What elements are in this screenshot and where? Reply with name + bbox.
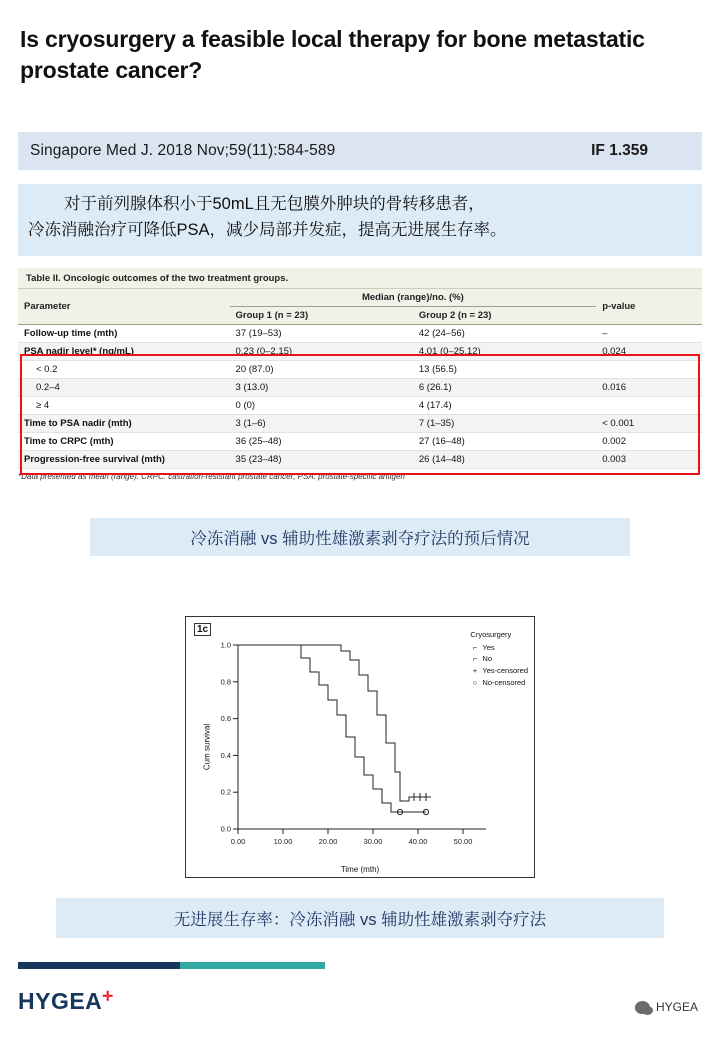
journal-citation: Singapore Med J. 2018 Nov;59(11):584-589 (30, 142, 336, 159)
svg-text:0.0: 0.0 (220, 824, 231, 834)
caption-text-1: 冷冻消融 vs 辅助性雄激素剥夺疗法的预后情况 (190, 530, 530, 548)
cell-group2: 13 (56.5) (413, 361, 596, 379)
cell-group1: 37 (19–53) (230, 325, 413, 343)
svg-text:30.00: 30.00 (363, 837, 383, 846)
brand-logo-text: HYGEA (18, 988, 103, 1014)
cell-pvalue (596, 361, 702, 379)
table-header-group2: Group 2 (n = 23) (413, 307, 596, 325)
footer-rule-dark (18, 962, 180, 969)
cell-parameter: Time to CRPC (mth) (18, 433, 230, 451)
cell-parameter: Follow-up time (mth) (18, 325, 230, 343)
chart-x-axis-label: Time (mth) (340, 865, 380, 874)
legend-item-no-censored (470, 677, 528, 689)
wechat-icon (635, 1001, 650, 1014)
cell-parameter: Time to PSA nadir (mth) (18, 415, 230, 433)
legend-label-no: No (482, 654, 492, 664)
cell-group2: 6 (26.1) (413, 379, 596, 397)
cell-group1: 36 (25–48) (230, 433, 413, 451)
caption-band-pfs (56, 898, 664, 938)
cell-parameter: 0.2–4 (18, 379, 230, 397)
brand-logo (18, 988, 114, 1015)
chart-y-axis-label: Cum survival (202, 723, 212, 771)
cell-parameter: ≥ 4 (18, 397, 230, 415)
svg-text:0.00: 0.00 (230, 837, 246, 846)
oncologic-outcomes-table-block (18, 268, 702, 481)
table-header-parameter: Parameter (18, 289, 230, 325)
wechat-label: HYGEA (655, 1000, 698, 1014)
cell-group1: 35 (23–48) (230, 451, 413, 469)
footer-rule-teal (180, 962, 325, 969)
cell-group1: 0 (0) (230, 397, 413, 415)
citation-bar (18, 132, 702, 170)
cell-pvalue (596, 397, 702, 415)
svg-text:50.00: 50.00 (453, 837, 473, 846)
legend-item-yes (470, 642, 528, 654)
legend-marker-circle: ○ (472, 677, 478, 687)
cell-pvalue: 0.003 (596, 451, 702, 469)
legend-item-no (470, 653, 528, 665)
svg-text:0.4: 0.4 (220, 750, 231, 760)
summary-line-2: 冷冻消融治疗可降低PSA，减少局部并发症，提高无进展生存率。 (28, 220, 507, 239)
svg-text:10.00: 10.00 (273, 837, 293, 846)
cell-group2: 26 (14–48) (413, 451, 596, 469)
cell-group1: 3 (1–6) (230, 415, 413, 433)
svg-text:40.00: 40.00 (408, 837, 428, 846)
cell-pvalue: – (596, 325, 702, 343)
summary-box (18, 184, 702, 256)
page-title: Is cryosurgery a feasible local therapy for bone metastatic prostate cancer? (20, 26, 645, 84)
cell-parameter: Progression-free survival (mth) (18, 451, 230, 469)
legend-marker-plus: + (472, 665, 478, 675)
cell-group2: 7 (1–35) (413, 415, 596, 433)
table-row (18, 433, 702, 451)
star-icon: ✛ (102, 988, 114, 1004)
cell-group2: 42 (24–56) (413, 325, 596, 343)
cell-parameter: PSA nadir level* (ng/mL) (18, 343, 230, 361)
table-row (18, 361, 702, 379)
cell-group1: 20 (87.0) (230, 361, 413, 379)
cell-group1: 0.23 (0–2.15) (230, 343, 413, 361)
legend-marker-line: ⌐ (472, 642, 478, 652)
svg-text:1.0: 1.0 (220, 640, 231, 650)
table-header-group1: Group 1 (n = 23) (230, 307, 413, 325)
cell-pvalue: 0.016 (596, 379, 702, 397)
chart-panel-tag: 1c (194, 623, 211, 636)
cell-group2: 4.01 (0–25.12) (413, 343, 596, 361)
legend-marker-line: ⌐ (472, 654, 478, 664)
impact-factor: IF 1.359 (591, 142, 648, 159)
svg-text:0.2: 0.2 (220, 787, 231, 797)
cell-group2: 27 (16–48) (413, 433, 596, 451)
cell-pvalue: < 0.001 (596, 415, 702, 433)
legend-title: Cryosurgery (470, 630, 512, 639)
summary-line-1: 对于前列腺体积小于50mL且无包膜外肿块的骨转移患者， (64, 195, 485, 213)
svg-text:0.8: 0.8 (220, 677, 231, 687)
table-row (18, 451, 702, 469)
caption-text-2: 无进展生存率：冷冻消融 vs 辅助性雄激素剥夺疗法 (173, 911, 547, 929)
table-body (18, 325, 702, 469)
oncologic-outcomes-table (18, 289, 702, 469)
table-header-pvalue: p-value (596, 289, 702, 325)
cell-pvalue: 0.002 (596, 433, 702, 451)
table-caption: Table II. Oncologic outcomes of the two treatment groups. (18, 268, 702, 289)
cell-group2: 4 (17.4) (413, 397, 596, 415)
legend-label-yes-censored: Yes-censored (482, 665, 528, 675)
caption-band-prognosis (90, 518, 630, 556)
table-row (18, 415, 702, 433)
km-survival-chart (185, 616, 535, 878)
legend-label-yes: Yes (482, 642, 495, 652)
cell-parameter: < 0.2 (18, 361, 230, 379)
svg-text:0.6: 0.6 (220, 714, 231, 724)
table-footnote: *Data presented as mean (range). CRPC: castration-resistant prostate cancer; PSA: prostate-specific antigen (18, 472, 405, 481)
table-row (18, 343, 702, 361)
cell-pvalue: 0.024 (596, 343, 702, 361)
wechat-account (635, 1000, 698, 1014)
legend-item-yes-censored (470, 665, 528, 677)
table-row (18, 325, 702, 343)
cell-group1: 3 (13.0) (230, 379, 413, 397)
table-row (18, 397, 702, 415)
table-header-median: Median (range)/no. (%) (230, 289, 597, 307)
legend-label-no-censored: No-censored (482, 677, 526, 687)
svg-text:20.00: 20.00 (318, 837, 338, 846)
table-row (18, 379, 702, 397)
chart-legend (470, 629, 528, 688)
